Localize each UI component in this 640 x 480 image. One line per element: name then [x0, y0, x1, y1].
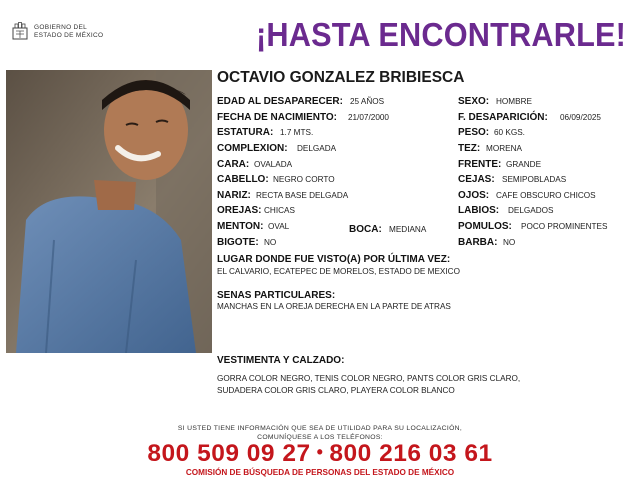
labios-label: LABIOS:	[458, 205, 500, 216]
info-line-1: SI USTED TIENE INFORMACIÓN QUE SEA DE UTILIDAD PARA SU LOCALIZACIÓN,	[177, 425, 463, 432]
clothing-label: VESTIMENTA Y CALZADO:	[217, 355, 345, 366]
nariz-label: NARIZ:	[217, 190, 251, 201]
edad-label: EDAD AL DESAPARECER:	[217, 96, 343, 107]
clothing-line-2: SUDADERA COLOR GRIS CLARO, PLAYERA COLOR BLANCO	[217, 385, 455, 395]
gov-line-2: ESTADO DE MÉXICO	[34, 32, 104, 39]
bigote-value: NO	[264, 238, 277, 247]
last-seen-label: LUGAR DONDE FUE VISTO(A) POR ÚLTIMA VEZ:	[217, 254, 451, 265]
frente-value: GRANDE	[506, 160, 542, 169]
orejas-value: CHICAS	[264, 206, 295, 215]
desaparicion-value: 06/09/2025	[560, 113, 601, 122]
cara-value: OVALADA	[254, 160, 293, 169]
sexo-value: HOMBRE	[496, 97, 532, 106]
estatura-label: ESTATURA:	[217, 127, 274, 138]
cejas-value: SEMIPOBLADAS	[502, 175, 567, 184]
clothing-line-1: GORRA COLOR NEGRO, TENIS COLOR NEGRO, PANTS COLOR GRIS CLARO,	[217, 374, 521, 383]
peso-value: 60 KGS.	[494, 128, 525, 137]
labios-value: DELGADOS	[508, 206, 554, 215]
orejas-label: OREJAS:	[217, 205, 262, 216]
menton-value: OVAL	[268, 222, 290, 231]
boca-label: BOCA:	[349, 224, 382, 235]
government-wordmark	[34, 24, 103, 40]
phone-numbers	[0, 440, 640, 468]
marks-value: MANCHAS EN LA OREJA DERECHA EN LA PARTE DE ATRAS	[217, 302, 451, 311]
marks-label: SENAS PARTICULARES:	[217, 290, 336, 301]
clothing-text	[217, 373, 520, 396]
menton-label: MENTON:	[217, 221, 264, 232]
phone-2[interactable]: 800 216 03 61	[329, 440, 493, 467]
barba-value: NO	[503, 238, 516, 247]
government-seal-icon	[12, 22, 28, 40]
nariz-value: RECTA BASE DELGADA	[256, 191, 349, 200]
cabello-label: CABELLO:	[217, 174, 269, 185]
photo-illustration	[6, 70, 212, 353]
nacimiento-value: 21/07/2000	[348, 113, 389, 122]
phone-1[interactable]: 800 509 09 27	[147, 440, 311, 467]
gov-line-1: GOBIERNO DEL	[34, 24, 88, 31]
missing-person-photo	[6, 70, 212, 353]
sexo-label: SEXO:	[458, 96, 490, 107]
complexion-label: COMPLEXION:	[217, 143, 288, 154]
estatura-value: 1.7 MTS.	[280, 128, 314, 137]
cejas-label: CEJAS:	[458, 174, 495, 185]
phone-separator: •	[316, 442, 324, 462]
bigote-label: BIGOTE:	[217, 237, 259, 248]
pomulos-label: POMULOS:	[458, 221, 512, 232]
ojos-label: OJOS:	[458, 190, 490, 201]
edad-value: 25 AÑOS	[350, 97, 385, 106]
frente-label: FRENTE:	[458, 159, 502, 170]
last-seen-value: EL CALVARIO, ECATEPEC DE MORELOS, ESTADO DE MEXICO	[217, 267, 460, 276]
headline: ¡HASTA ENCONTRARLE!	[256, 16, 627, 53]
pomulos-value: POCO PROMINENTES	[521, 222, 608, 231]
desaparicion-label: F. DESAPARICIÓN:	[458, 112, 548, 123]
cabello-value: NEGRO CORTO	[273, 175, 335, 184]
person-name: OCTAVIO GONZALEZ BRIBIESCA	[217, 69, 465, 86]
nacimiento-label: FECHA DE NACIMIENTO:	[217, 112, 337, 123]
cara-label: CARA:	[217, 159, 250, 170]
peso-label: PESO:	[458, 127, 490, 138]
boca-value: MEDIANA	[389, 225, 427, 234]
tez-label: TEZ:	[458, 143, 481, 154]
barba-label: BARBA:	[458, 237, 498, 248]
complexion-value: DELGADA	[297, 144, 337, 153]
ojos-value: CAFE OBSCURO CHICOS	[496, 191, 596, 200]
commission-name: COMISIÓN DE BÚSQUEDA DE PERSONAS DEL ESTADO DE MÉXICO	[185, 468, 455, 477]
info-line-2: COMUNÍQUESE A LOS TELÉFONOS:	[257, 433, 383, 441]
tez-value: MORENA	[486, 144, 522, 153]
